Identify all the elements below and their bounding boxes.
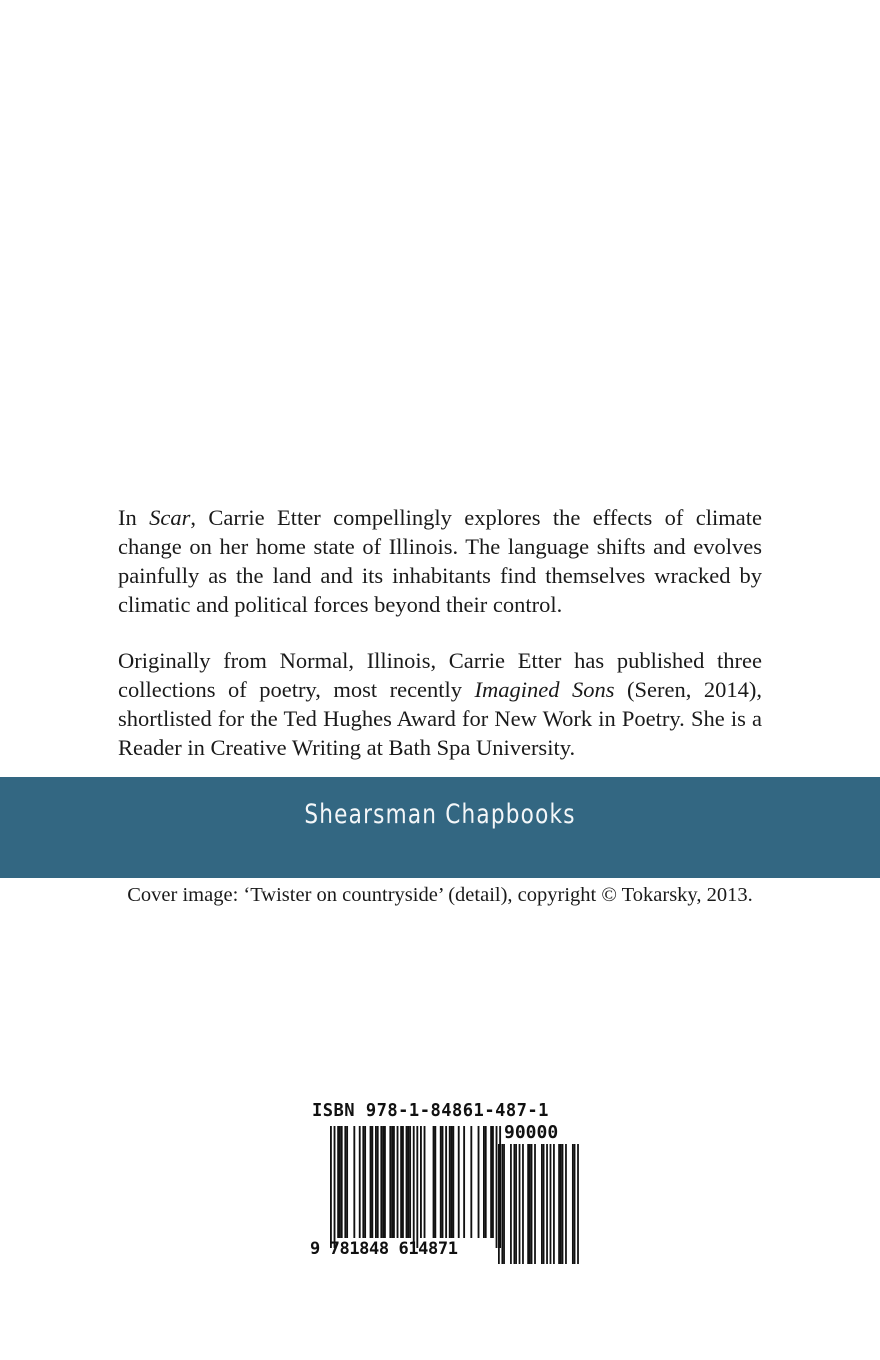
addon-bar xyxy=(515,1144,517,1264)
barcode-bar xyxy=(391,1126,393,1238)
barcode-bar xyxy=(339,1126,341,1238)
barcode-bar xyxy=(364,1126,366,1238)
barcode-bar xyxy=(433,1126,435,1238)
barcode-bar xyxy=(442,1126,444,1238)
addon-bar xyxy=(577,1144,579,1264)
barcode-bar xyxy=(496,1126,498,1248)
addon-bar xyxy=(503,1144,505,1264)
barcode-bar xyxy=(344,1126,346,1238)
barcode-bar xyxy=(393,1126,395,1238)
barcode-bar xyxy=(485,1126,487,1238)
barcode-bar xyxy=(359,1126,361,1238)
author-bio-lead: Originally from Normal, Illinois, Carrie Etter has published three collections of poetry, most recently xyxy=(118,648,762,702)
barcode-bar xyxy=(440,1126,442,1238)
barcode-bar xyxy=(424,1126,426,1238)
book-title-italic: Scar xyxy=(149,505,191,530)
barcode-bar xyxy=(346,1126,348,1238)
barcode-bar xyxy=(377,1126,379,1238)
publisher-name: Shearsman Chapbooks xyxy=(304,799,576,830)
blurb-summary-text: , Carrie Etter compellingly explores the effects of climate change on her home state of Illinois. The language shifts and evolves painfully as the land and its inhabitants find themselves wracked by climatic and political forces beyond their control. xyxy=(118,505,762,617)
barcode-bar xyxy=(407,1126,409,1238)
barcode-bar xyxy=(420,1126,422,1238)
barcode-bar xyxy=(492,1126,494,1238)
barcode-bar xyxy=(413,1126,415,1248)
back-cover-blurb xyxy=(118,503,762,762)
barcode-bar xyxy=(490,1126,492,1238)
barcode-bar xyxy=(370,1126,372,1238)
cover-image-credit: Cover image: ‘Twister on countryside’ (detail), copyright © Tokarsky, 2013. xyxy=(127,884,753,906)
barcode-bar xyxy=(337,1126,339,1238)
barcode-bar xyxy=(330,1126,332,1248)
addon-bar xyxy=(529,1144,531,1264)
barcode-bar xyxy=(458,1126,460,1238)
barcode-bar xyxy=(463,1126,465,1238)
barcode-bar xyxy=(389,1126,391,1238)
addon-bar xyxy=(560,1144,562,1264)
ean13-bars xyxy=(330,1126,501,1248)
isbn-label: ISBN 978-1-84861-487-1 xyxy=(312,1100,549,1121)
addon-bar xyxy=(534,1144,536,1264)
addon-bar xyxy=(565,1144,567,1264)
ean-digits: 9 781848 614871 xyxy=(310,1239,458,1259)
previous-book-title-italic: Imagined Sons xyxy=(474,677,615,702)
barcode-bar xyxy=(445,1126,447,1238)
author-bio-text: (Seren, 2014), shortlisted for the Ted Hughes Award for New Work in Poetry. She is a Reader in Creative Writing at Bath Spa University. xyxy=(118,677,762,760)
addon-bar xyxy=(519,1144,521,1264)
addon-bar xyxy=(574,1144,576,1264)
addon-bars xyxy=(498,1144,579,1264)
barcode-bar xyxy=(397,1126,399,1238)
barcode-bar xyxy=(362,1126,364,1238)
barcode-bar xyxy=(452,1126,454,1238)
barcode-bar xyxy=(353,1126,355,1238)
barcode-bar xyxy=(449,1126,451,1238)
barcode-bar xyxy=(371,1126,373,1238)
barcode-bar xyxy=(406,1126,408,1238)
barcode-bar xyxy=(416,1126,418,1248)
blurb-summary-lead: In xyxy=(118,505,150,530)
barcode-bar xyxy=(434,1126,436,1238)
barcode-bar xyxy=(382,1126,384,1238)
barcode-bar xyxy=(341,1126,343,1238)
addon-bar xyxy=(558,1144,560,1264)
addon-bar xyxy=(541,1144,543,1264)
addon-bar xyxy=(572,1144,574,1264)
barcode-bar xyxy=(400,1126,402,1238)
barcode-bar xyxy=(384,1126,386,1238)
isbn-barcode xyxy=(306,1098,586,1268)
addon-bar xyxy=(501,1144,503,1264)
barcode-bar xyxy=(451,1126,453,1238)
addon-bar xyxy=(513,1144,515,1264)
addon-bar xyxy=(522,1144,524,1264)
barcode-bar xyxy=(334,1126,336,1248)
blurb-paragraph-summary xyxy=(118,503,762,619)
barcode-bar xyxy=(375,1126,377,1238)
addon-bar xyxy=(562,1144,564,1264)
addon-bar xyxy=(498,1144,500,1264)
addon-bar xyxy=(546,1144,548,1264)
addon-bar xyxy=(550,1144,552,1264)
price-addon-code: 90000 xyxy=(504,1122,559,1143)
addon-bar xyxy=(553,1144,555,1264)
barcode-bar xyxy=(483,1126,485,1238)
addon-bar xyxy=(531,1144,533,1264)
barcode-bar xyxy=(470,1126,472,1238)
barcode-bar xyxy=(380,1126,382,1238)
addon-bar xyxy=(527,1144,529,1264)
addon-bar xyxy=(543,1144,545,1264)
barcode-bar xyxy=(409,1126,411,1238)
barcode-bar xyxy=(478,1126,480,1238)
blurb-paragraph-author-bio xyxy=(118,646,762,762)
barcode-bar xyxy=(402,1126,404,1238)
addon-bar xyxy=(510,1144,512,1264)
